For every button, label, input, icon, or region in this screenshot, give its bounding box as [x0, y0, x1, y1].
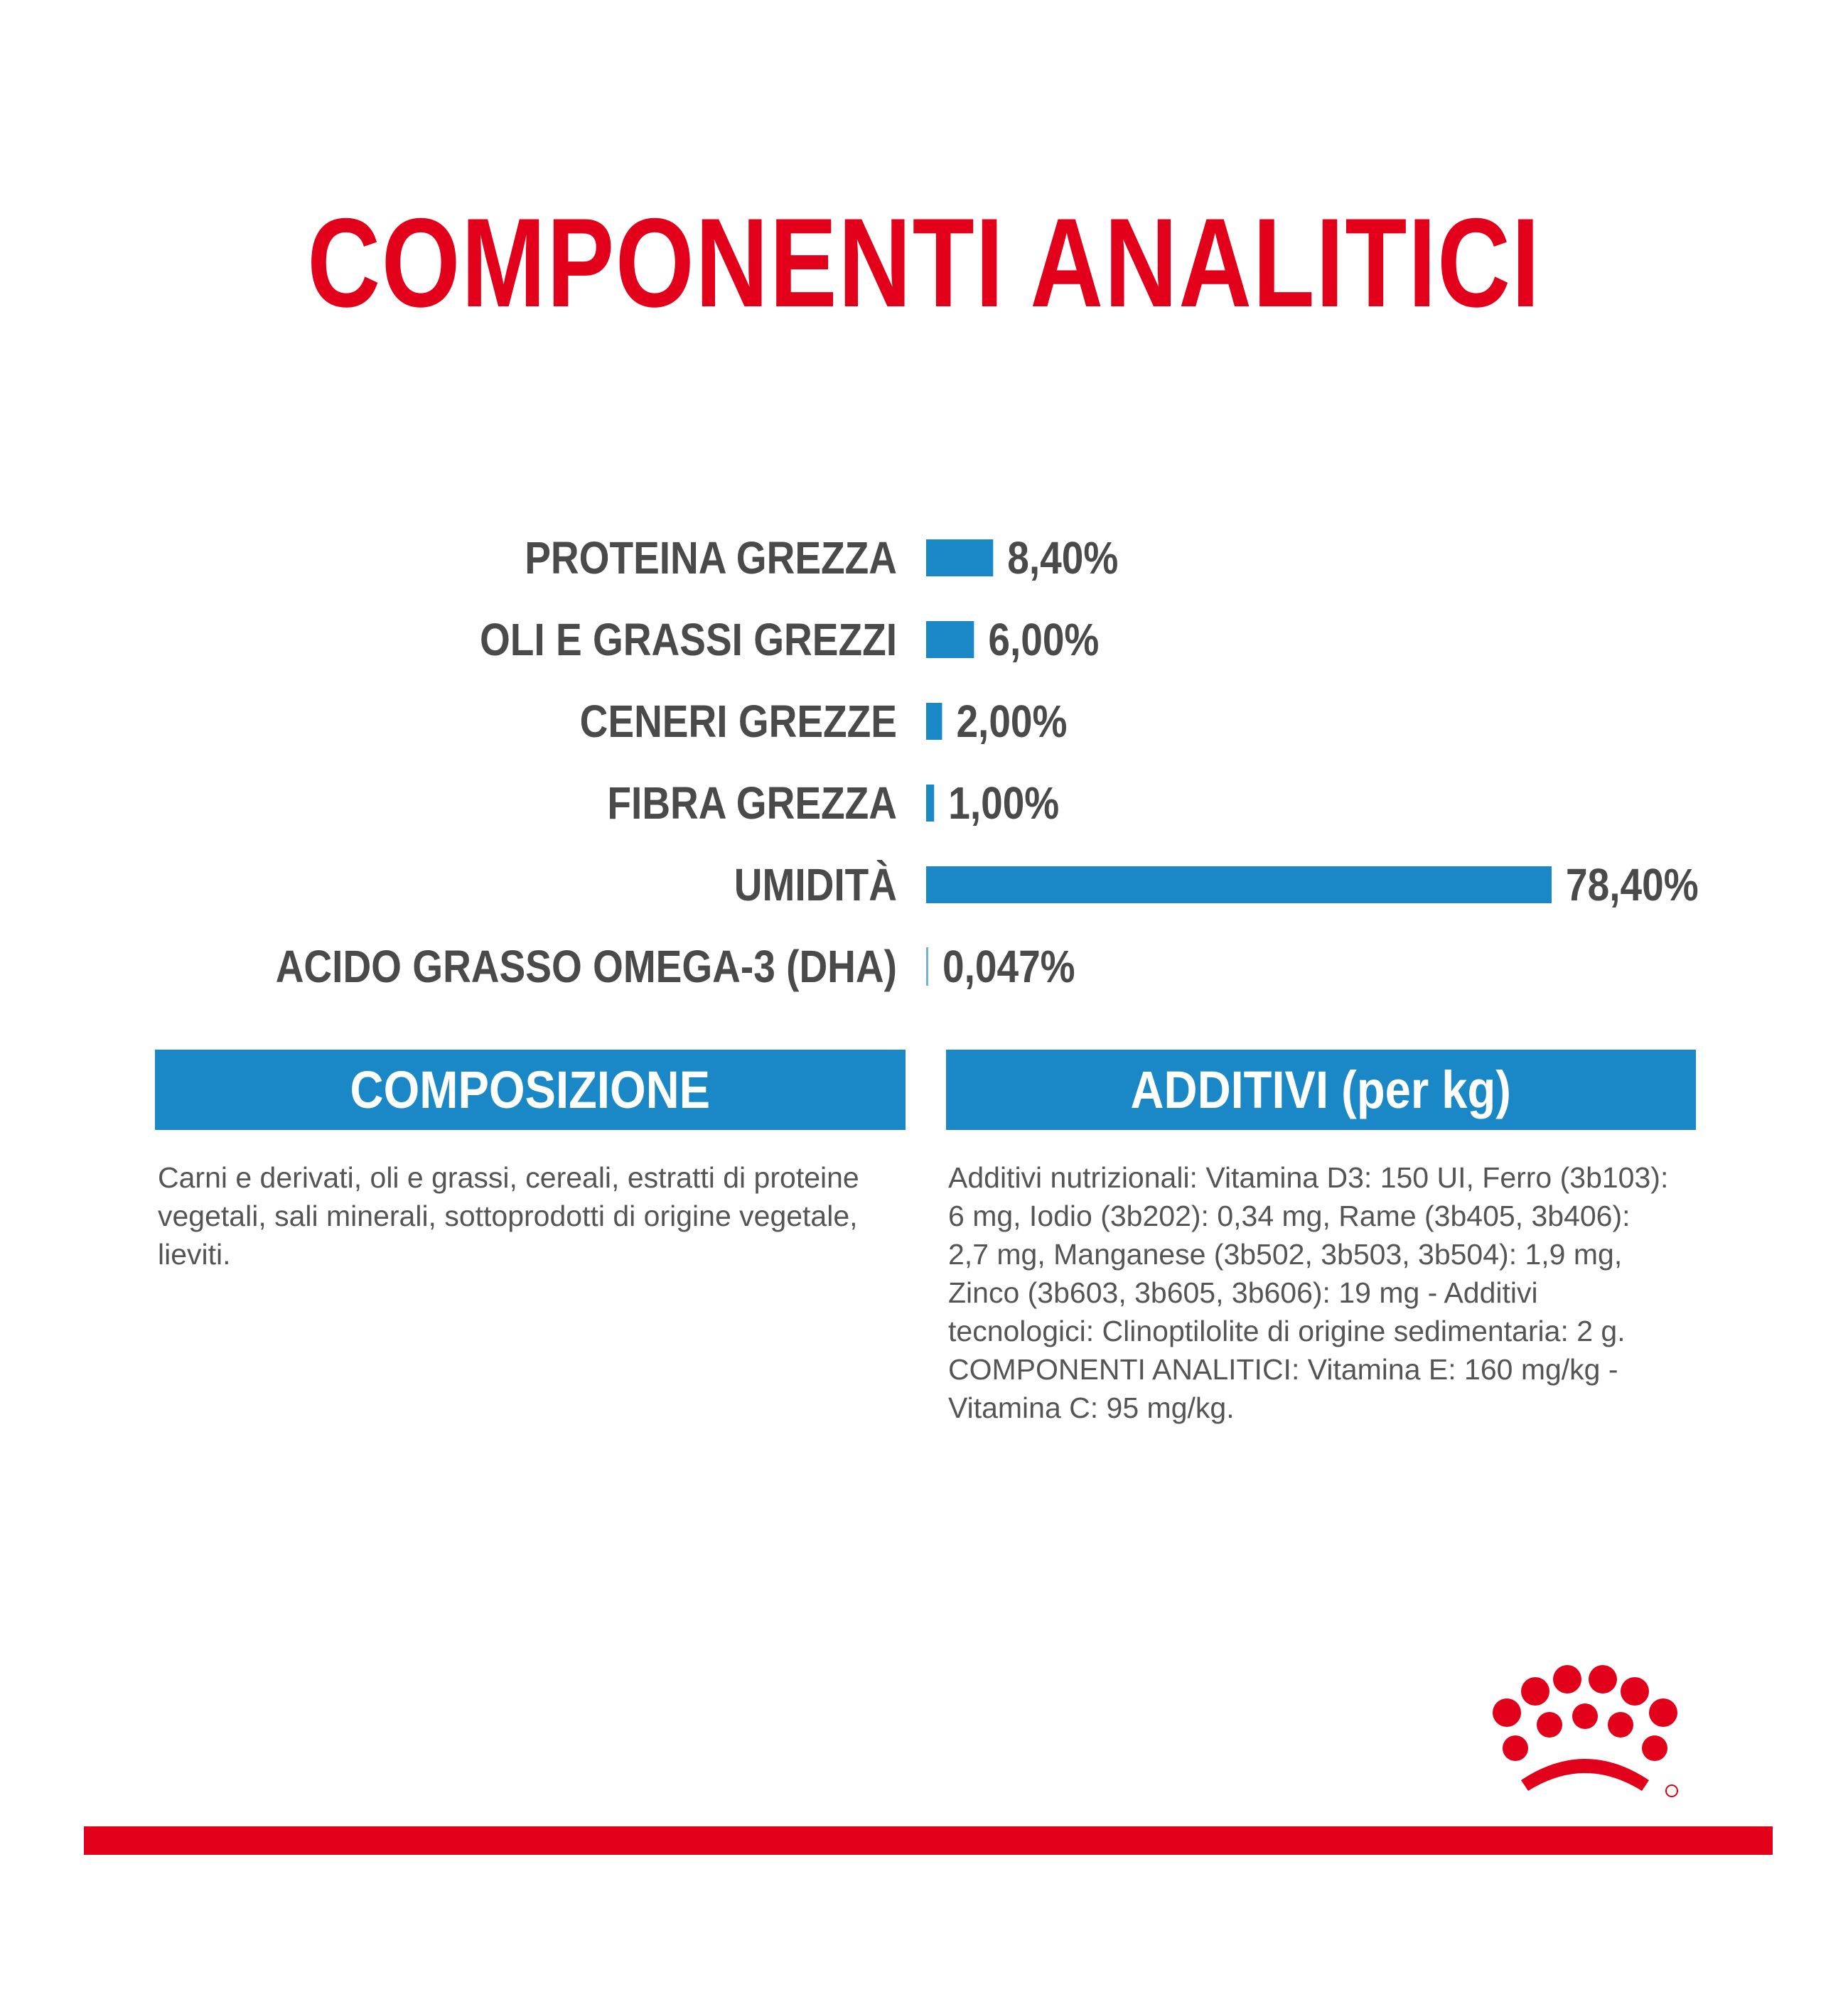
- value-label: 1,00%: [948, 777, 1060, 829]
- page-title: COMPONENTI ANALITICI: [307, 192, 1541, 333]
- value-label: 2,00%: [956, 696, 1068, 747]
- value-label: 8,40%: [1007, 532, 1119, 583]
- category-label: PROTEINA GREZZA: [525, 532, 897, 583]
- footer-red-band: [84, 1826, 1773, 1855]
- additivi-heading: ADDITIVI (per kg): [1130, 1060, 1512, 1119]
- composizione-body: [158, 1158, 869, 1273]
- bar: [926, 539, 993, 576]
- additivi-text-nutritional: Additivi nutrizionali: Vitamina D3: 150 UI, Ferro (3b103): 6 mg, Iodio (3b202): 0,34 mg, Rame (3b405, 3b406): 2,7 mg, Manganese (3b502, 3b503, 3b504): 1,9 mg, Zinco (3b603, 3b605, 3b606): 19 mg - Additivi tecnologici: Clinoptilolite di origine sedimentaria: 2 g.: [948, 1161, 1669, 1347]
- value-label: 6,00%: [988, 614, 1100, 665]
- value-label: 78,40%: [1565, 859, 1699, 910]
- composizione-heading: COMPOSIZIONE: [350, 1060, 711, 1119]
- category-label: UMIDITÀ: [734, 859, 897, 910]
- category-label: FIBRA GREZZA: [607, 777, 897, 829]
- composizione-header: [155, 1050, 906, 1130]
- category-label: OLI E GRASSI GREZZI: [480, 614, 897, 665]
- composizione-text: Carni e derivati, oli e grassi, cereali, estratti di proteine vegetali, sali minerali, sottoprodotti di origine vegetale, lieviti.: [158, 1161, 859, 1271]
- bar: [926, 947, 928, 986]
- additivi-body: [948, 1158, 1673, 1427]
- category-label: ACIDO GRASSO OMEGA-3 (DHA): [275, 941, 898, 992]
- category-label: CENERI GREZZE: [579, 696, 897, 747]
- analytic-components-chart: [0, 497, 1848, 1009]
- additivi-text-analytic: COMPONENTI ANALITICI: Vitamina E: 160 mg/kg - Vitamina C: 95 mg/kg.: [948, 1353, 1618, 1424]
- bar: [926, 866, 1552, 903]
- bar: [926, 621, 974, 658]
- royal-canin-crown-icon: [1471, 1659, 1699, 1802]
- bar: [926, 785, 934, 822]
- bar: [926, 703, 942, 740]
- value-label: 0,047%: [942, 941, 1075, 992]
- additivi-header: [946, 1050, 1696, 1130]
